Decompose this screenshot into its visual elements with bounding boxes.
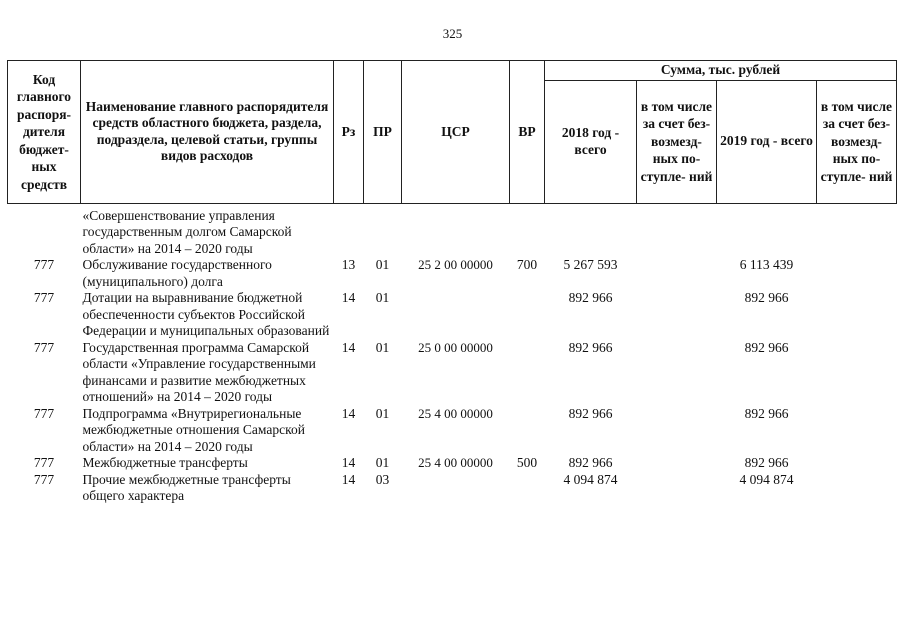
table-row — [8, 472, 897, 505]
table-row — [8, 257, 897, 290]
cell-incl-2018 — [637, 455, 717, 472]
cell-total-2018: 892 966 — [568, 339, 613, 355]
table-row — [8, 203, 897, 257]
header-incl-2019: в том числе за счет без- возмезд- ных по- ступле- ний — [817, 80, 897, 203]
cell-vr: 500 — [516, 455, 538, 470]
cell-total-2019 — [717, 203, 817, 257]
cell-name: Межбюджетные трансферты — [82, 455, 248, 470]
cell-rz: 14 — [341, 290, 356, 305]
cell-pr: 01 — [375, 290, 390, 305]
table-body — [8, 203, 897, 505]
page-number: 325 — [442, 26, 463, 41]
cell-incl-2019 — [817, 406, 897, 456]
cell-name: «Совершенствование управления государственным долгом Самарской области» на 2014 – 2020 годы — [82, 207, 292, 256]
cell-csr: 25 2 00 00000 — [418, 257, 493, 272]
cell-code: 777 — [33, 405, 55, 421]
table-row — [8, 406, 897, 456]
cell-vr — [510, 340, 545, 406]
table-row — [8, 455, 897, 472]
cell-total-2019: 4 094 874 — [739, 471, 794, 487]
cell-csr — [402, 472, 510, 505]
cell-rz: 13 — [341, 257, 356, 272]
table-row — [8, 290, 897, 340]
cell-pr: 01 — [375, 455, 390, 470]
cell-total-2018: 892 966 — [568, 405, 613, 421]
cell-rz: 14 — [341, 405, 356, 421]
budget-table — [7, 60, 897, 505]
cell-total-2018: 892 966 — [568, 455, 613, 470]
cell-total-2018: 4 094 874 — [563, 471, 618, 487]
cell-incl-2019 — [817, 203, 897, 257]
cell-total-2019: 892 966 — [744, 455, 789, 470]
header-pr: ПР — [364, 61, 402, 204]
cell-csr — [402, 290, 510, 340]
cell-total-2019: 892 966 — [744, 290, 789, 305]
cell-pr — [364, 203, 402, 257]
header-incl-2018: в том числе за счет без- возмезд- ных по- ступле- ний — [637, 80, 717, 203]
cell-rz — [334, 203, 364, 257]
cell-vr — [510, 290, 545, 340]
header-total-2018: 2018 год - всего — [545, 80, 637, 203]
cell-name: Прочие межбюджетные трансферты общего характера — [82, 471, 291, 503]
cell-name: Подпрограмма «Внутрирегиональные межбюджетные отношения Самарской области» на 2014 – 2020 годы — [82, 405, 305, 454]
cell-vr: 700 — [516, 257, 538, 272]
header-vr: ВР — [510, 61, 545, 204]
cell-csr — [402, 203, 510, 257]
cell-incl-2018 — [637, 203, 717, 257]
cell-incl-2018 — [637, 340, 717, 406]
cell-pr: 01 — [375, 405, 390, 421]
cell-csr: 25 0 00 00000 — [418, 339, 493, 355]
cell-code: 777 — [33, 257, 55, 272]
cell-incl-2018 — [637, 290, 717, 340]
cell-name: Дотации на выравнивание бюджетной обеспеченности субъектов Российской Федерации и муниципальных образований — [82, 290, 330, 338]
cell-name: Государственная программа Самарской области «Управление государственными финансами и развитие межбюджетных отношений» на 2014 – 2020 годы — [82, 339, 316, 404]
cell-incl-2019 — [817, 340, 897, 406]
cell-incl-2019 — [817, 455, 897, 472]
table-row — [8, 340, 897, 406]
cell-pr: 01 — [375, 339, 390, 355]
header-code: Код главного распоря- дителя бюджет- ных средств — [8, 61, 81, 204]
header-rz: Рз — [334, 61, 364, 204]
cell-incl-2018 — [637, 257, 717, 290]
cell-total-2019: 6 113 439 — [739, 257, 794, 272]
cell-rz: 14 — [341, 455, 356, 470]
cell-total-2018 — [545, 203, 637, 257]
cell-total-2018: 892 966 — [568, 290, 613, 305]
header-name: Наименование главного распорядителя средств областного бюджета, раздела, подраздела, целевой статьи, группы видов расходов — [81, 61, 334, 204]
cell-code: 777 — [33, 455, 55, 470]
header-total-2019: 2019 год - всего — [717, 80, 817, 203]
cell-rz: 14 — [341, 471, 356, 487]
table-header — [8, 61, 897, 204]
cell-incl-2018 — [637, 406, 717, 456]
cell-code: 777 — [33, 339, 55, 355]
cell-pr: 01 — [375, 257, 390, 272]
cell-code — [8, 203, 81, 257]
cell-code: 777 — [33, 471, 55, 487]
cell-vr — [510, 472, 545, 505]
cell-total-2019: 892 966 — [744, 339, 789, 355]
cell-incl-2019 — [817, 257, 897, 290]
cell-name: Обслуживание государственного (муниципального) долга — [82, 257, 272, 289]
cell-code: 777 — [33, 290, 55, 305]
cell-incl-2019 — [817, 290, 897, 340]
cell-total-2018: 5 267 593 — [563, 257, 618, 272]
cell-total-2019: 892 966 — [744, 405, 789, 421]
cell-rz: 14 — [341, 339, 356, 355]
cell-pr: 03 — [375, 471, 390, 487]
cell-incl-2018 — [637, 472, 717, 505]
cell-vr — [510, 406, 545, 456]
cell-csr: 25 4 00 00000 — [418, 405, 493, 421]
cell-vr — [510, 203, 545, 257]
cell-csr: 25 4 00 00000 — [418, 455, 493, 470]
header-sum-group: Сумма, тыс. рублей — [545, 61, 897, 81]
header-csr: ЦСР — [402, 61, 510, 204]
cell-incl-2019 — [817, 472, 897, 505]
